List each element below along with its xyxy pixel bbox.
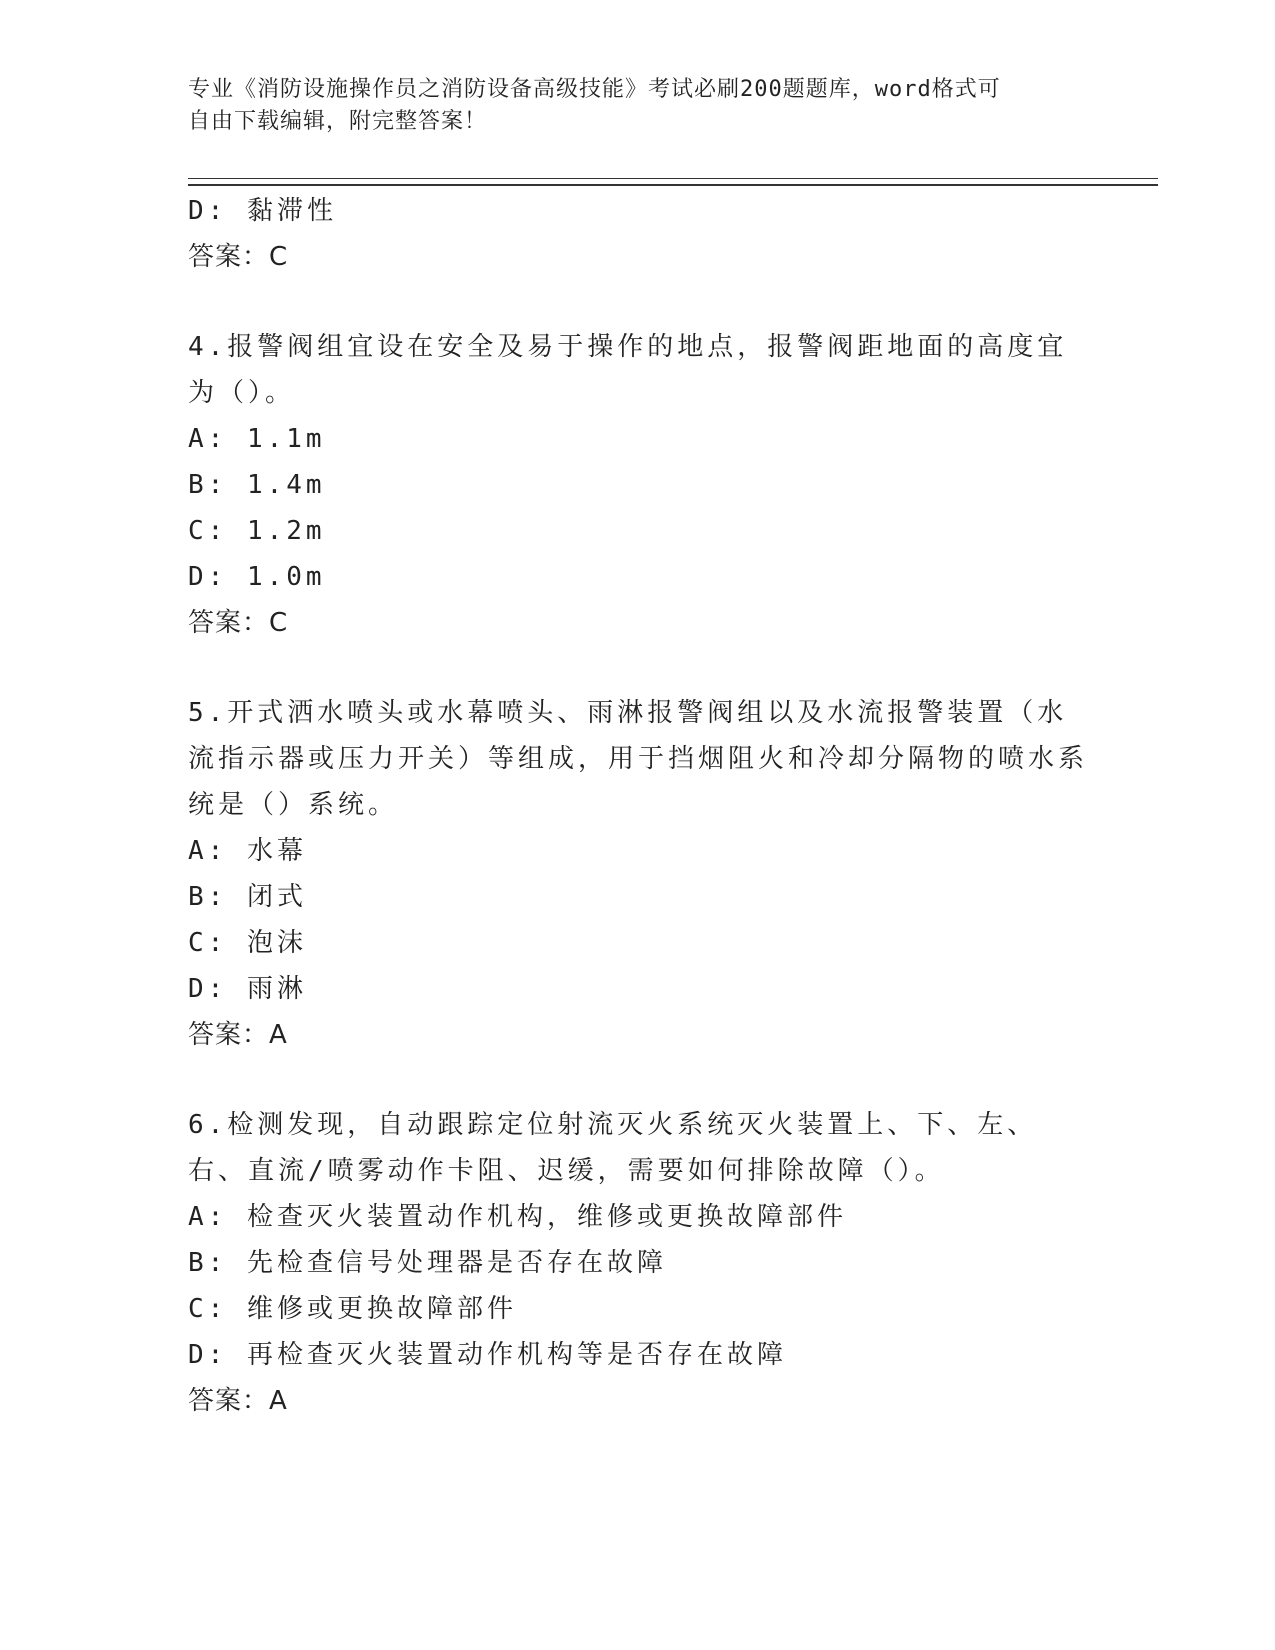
option-a: A: 水幕 [188, 836, 307, 866]
option-a: A: 检查灭火装置动作机构，维修或更换故障部件 [188, 1202, 847, 1232]
question-stem: 5.开式洒水喷头或水幕喷头、雨淋报警阀组以及水流报警装置（水流指示器或压力开关）等组成，用于挡烟阻火和冷却分隔物的喷水系统是（）系统。 [188, 698, 1089, 820]
header-title-line-1: 专业《消防设施操作员之消防设备高级技能》考试必刷200题题库，word格式可 [188, 77, 1001, 102]
question-5 [188, 690, 1088, 1058]
question-list [188, 188, 1088, 1424]
option-d: D: 1.0m [188, 562, 326, 592]
option-d: D: 再检查灭火装置动作机构等是否存在故障 [188, 1340, 787, 1370]
question-stem: 4.报警阀组宜设在安全及易于操作的地点，报警阀距地面的高度宜为（）。 [188, 332, 1068, 408]
question-stem: 6.检测发现，自动跟踪定位射流灭火系统灭火装置上、下、左、右、直流/喷雾动作卡阻、迟缓，需要如何排除故障（）。 [188, 1110, 1038, 1186]
header-divider-thick [188, 184, 1158, 186]
answer-line: 答案：A [188, 1386, 288, 1416]
previous-question-tail [188, 188, 1088, 280]
option-b: B: 闭式 [188, 882, 307, 912]
header-title-line-2: 自由下载编辑，附完整答案！ [188, 109, 488, 134]
option-d: D: 雨淋 [188, 974, 307, 1004]
option-d: D: 黏滞性 [188, 196, 337, 226]
header-divider-thin [188, 178, 1158, 179]
option-a: A: 1.1m [188, 424, 326, 454]
option-c: C: 维修或更换故障部件 [188, 1294, 517, 1324]
option-b: B: 先检查信号处理器是否存在故障 [188, 1248, 667, 1278]
answer-line: 答案：C [188, 608, 289, 638]
question-6 [188, 1102, 1088, 1424]
option-c: C: 泡沫 [188, 928, 307, 958]
answer-line: 答案：C [188, 242, 289, 272]
answer-line: 答案：A [188, 1020, 288, 1050]
option-b: B: 1.4m [188, 470, 326, 500]
document-header [188, 74, 1088, 138]
question-4 [188, 324, 1088, 646]
option-c: C: 1.2m [188, 516, 326, 546]
